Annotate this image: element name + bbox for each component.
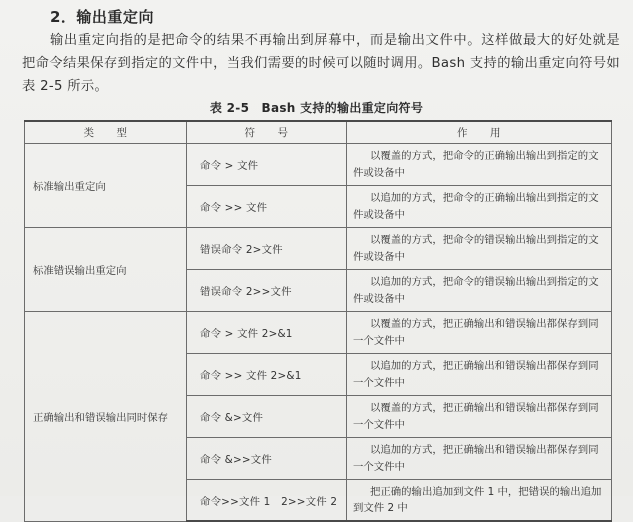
symbol-cell: 命令 > 文件 2>&1: [187, 312, 347, 354]
function-cell: [347, 480, 612, 522]
function-text: 把正确的输出追加到文件 1 中，把错误的输出追加到文件 2 中: [353, 485, 602, 514]
symbol-cell: 命令 >> 文件: [187, 186, 347, 228]
function-cell: [347, 312, 612, 354]
type-cell-both: 正确输出和错误输出同时保存: [25, 312, 187, 522]
function-text: 以覆盖的方式，把命令的正确输出输出到指定的文件或设备中: [353, 150, 599, 179]
section-heading: 2．输出重定向: [50, 8, 154, 26]
header-type: 类 型: [25, 121, 187, 144]
function-text: 以覆盖的方式，把命令的错误输出输出到指定的文件或设备中: [353, 234, 599, 263]
function-cell: [347, 228, 612, 270]
redirect-table-container: [24, 120, 611, 522]
header-symbol: 符 号: [187, 121, 347, 144]
table-header-row: [25, 121, 612, 144]
function-text: 以追加的方式，把命令的错误输出输出到指定的文件或设备中: [353, 276, 599, 305]
type-cell-stderr: 标准错误输出重定向: [25, 228, 187, 312]
header-function: 作 用: [347, 121, 612, 144]
function-cell: [347, 396, 612, 438]
type-cell-stdout: 标准输出重定向: [25, 144, 187, 228]
function-cell: [347, 144, 612, 186]
symbol-cell: 命令 >> 文件 2>&1: [187, 354, 347, 396]
table-row: [25, 144, 612, 186]
function-text: 以追加的方式，把正确输出和错误输出都保存到同一个文件中: [353, 444, 599, 473]
function-cell: [347, 438, 612, 480]
symbol-cell: 命令 > 文件: [187, 144, 347, 186]
symbol-cell: 命令 &>文件: [187, 396, 347, 438]
symbol-cell: 错误命令 2>文件: [187, 228, 347, 270]
function-text: 以覆盖的方式，把正确输出和错误输出都保存到同一个文件中: [353, 402, 599, 431]
redirect-table: [24, 120, 612, 522]
table-caption: 表 2-5 Bash 支持的输出重定向符号: [209, 101, 424, 115]
symbol-cell: 命令 &>>文件: [187, 438, 347, 480]
table-row: [25, 312, 612, 354]
function-text: 以覆盖的方式，把正确输出和错误输出都保存到同一个文件中: [353, 318, 599, 347]
function-cell: [347, 270, 612, 312]
section-paragraph: 输出重定向指的是把命令的结果不再输出到屏幕中，而是输出文件中。这样做最大的好处就是把命令结果保存到指定的文件中，当我们需要的时候可以随时调用。Bash 支持的输出重定向符号如表 2-5 所示。: [22, 33, 620, 94]
table-row: [25, 228, 612, 270]
function-text: 以追加的方式，把命令的正确输出输出到指定的文件或设备中: [353, 192, 599, 221]
symbol-cell: 错误命令 2>>文件: [187, 270, 347, 312]
function-cell: [347, 354, 612, 396]
function-cell: [347, 186, 612, 228]
symbol-cell: 命令>>文件 1 2>>文件 2: [187, 480, 347, 522]
function-text: 以追加的方式，把正确输出和错误输出都保存到同一个文件中: [353, 360, 599, 389]
